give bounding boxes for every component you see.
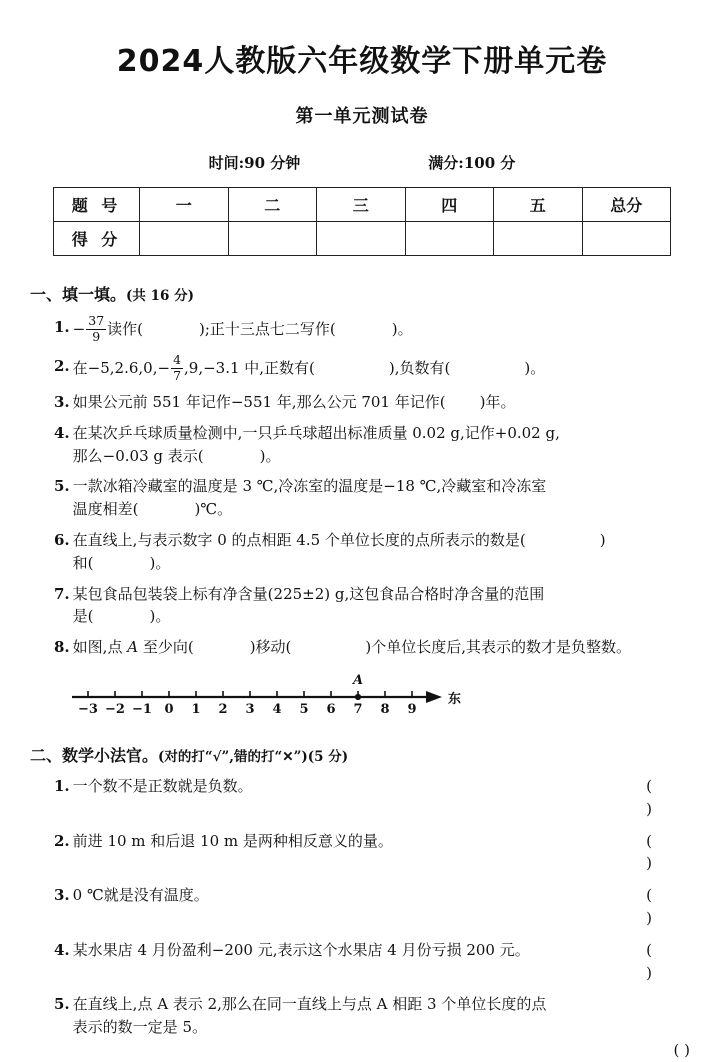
question-number: 2. <box>54 357 70 375</box>
question-number: 5. <box>54 477 70 496</box>
question-text <box>73 993 690 1061</box>
question-1-8 <box>30 636 690 659</box>
q6-line-2: 和( )。 <box>72 553 171 572</box>
q7-line-1: 某包食品包装袋上标有净含量(225±2) g,这包食品合格时净含量的范围 <box>72 584 545 603</box>
number-line-arrow-icon <box>426 691 442 703</box>
q2-lead: 在−5,2.6,0,− <box>72 359 171 377</box>
q6-line-1: 在直线上,与表示数字 0 的点相距 4.5 个单位长度的点所表示的数是( ) <box>72 530 606 549</box>
question-number: 8. <box>54 638 70 657</box>
score-cell-2[interactable] <box>228 222 317 256</box>
question-text: 某水果店 4 月份盈利−200 元,表示这个水果店 4 月份亏损 200 元。 <box>72 940 530 959</box>
number-line-svg <box>54 669 474 717</box>
score-cell-4[interactable] <box>405 222 494 256</box>
question-text <box>73 422 690 468</box>
number-line-tick-labels <box>78 702 417 717</box>
fraction-37-9: $\frac{37}{9}$ <box>88 313 105 344</box>
question-2-4 <box>30 939 690 985</box>
section-2-title: 二、数学小法官。 <box>30 745 159 765</box>
score-table-wrap <box>53 187 671 256</box>
q4-line-2: 那么−0.03 g 表示( )。 <box>72 446 281 465</box>
question-2-1 <box>30 775 690 821</box>
q1-lead: − <box>72 320 86 338</box>
q7-line-2: 是( )。 <box>72 607 171 626</box>
question-2-5 <box>30 993 690 1061</box>
question-1-6 <box>30 529 690 575</box>
question-text <box>72 352 690 383</box>
fraction-4-7: $\frac{4}{7}$ <box>173 352 182 383</box>
question-text <box>73 391 690 414</box>
q2-tail: )。 <box>524 359 546 377</box>
score-cell-3[interactable] <box>317 222 406 256</box>
score-cell-1[interactable] <box>140 222 229 256</box>
question-text <box>72 313 690 344</box>
page-title: 2024人教版六年级数学下册单元卷 <box>116 44 608 79</box>
score-table-col-2: 二 <box>228 188 317 222</box>
question-number: 3. <box>54 886 70 905</box>
tick-label: 6 <box>326 701 336 717</box>
score-table-col-3: 三 <box>317 188 406 222</box>
q1-tail: )。 <box>391 320 413 338</box>
q2-mid2: ),负数有( <box>388 359 451 377</box>
tick-label: 9 <box>407 701 417 717</box>
page-subtitle: 第一单元测试卷 <box>295 106 429 127</box>
q4-line-1: 在某次乒乓球质量检测中,一只乒乓球超出标准质量 0.02 g,记作+0.02 g, <box>72 423 560 442</box>
section-true-false <box>0 743 724 1062</box>
answer-bracket[interactable]: ( ) <box>646 831 674 873</box>
score-table-col-4: 四 <box>405 188 494 222</box>
question-text <box>73 475 690 521</box>
exam-meta <box>0 152 724 173</box>
score-cell-5[interactable] <box>494 222 583 256</box>
score-table-col-5: 五 <box>494 188 583 222</box>
question-text: 一个数不是正数就是负数。 <box>72 776 253 795</box>
tick-label: 1 <box>191 701 201 717</box>
section-1-points: (共 16 分) <box>126 288 194 304</box>
question-1-7 <box>30 583 690 629</box>
section-fill-in-blanks <box>0 282 724 717</box>
question-text <box>73 583 690 629</box>
question-number: 1. <box>54 318 70 336</box>
answer-bracket[interactable]: ( ) <box>646 940 674 982</box>
q8-line-1: 如图,点 A 至少向( )移动( )个单位长度后,其表示的数才是负整数。 <box>72 638 632 657</box>
question-number: 4. <box>54 940 70 959</box>
tick-label: 5 <box>299 701 309 717</box>
question-number: 5. <box>54 995 70 1014</box>
tick-label: 8 <box>380 701 390 717</box>
exam-full-score: 满分:100 分 <box>428 154 516 172</box>
answer-bracket[interactable]: ( ) <box>646 886 674 927</box>
question-text: 前进 10 m 和后退 10 m 是两种相反意义的量。 <box>72 831 393 850</box>
question-1-4 <box>30 422 690 468</box>
question-number: 7. <box>54 584 70 603</box>
point-a-label: A <box>352 672 364 688</box>
table-row-score <box>54 222 671 256</box>
tick-label: 0 <box>164 701 174 717</box>
section-1-heading <box>30 282 690 305</box>
q1-mid: 读作( <box>107 320 144 338</box>
question-1-2 <box>30 352 690 383</box>
q5-line-2: 温度相差( )℃。 <box>72 500 233 519</box>
q2-mid: ,9,−3.1 中,正数有( <box>184 359 315 377</box>
score-table-col-total: 总分 <box>582 188 671 222</box>
question-number: 4. <box>54 423 70 442</box>
q3-tail: )年。 <box>479 393 516 411</box>
question-2-2 <box>30 830 690 876</box>
question-number: 2. <box>54 831 70 850</box>
score-table-rowhead-question: 题 号 <box>54 188 140 222</box>
answer-bracket[interactable]: ( ) <box>646 776 674 818</box>
score-cell-total[interactable] <box>582 222 671 256</box>
section-2-heading <box>30 743 690 766</box>
tick-label: 4 <box>272 701 282 717</box>
question-1-1 <box>30 313 690 344</box>
question-2-3 <box>30 884 690 930</box>
score-table-col-1: 一 <box>140 188 229 222</box>
q25-line-1: 在直线上,点 A 表示 2,那么在同一直线上与点 A 相距 3 个单位长度的点 <box>72 995 547 1014</box>
tick-label: −2 <box>105 701 125 717</box>
number-line-figure <box>30 669 690 717</box>
q25-line-2-text: 表示的数一定是 5。 <box>72 1018 207 1037</box>
tick-label: −3 <box>78 701 98 717</box>
section-2-points: (对的打“√”,错的打“✕”)(5 分) <box>158 748 349 765</box>
question-number: 1. <box>54 776 70 795</box>
score-table-rowhead-score: 得 分 <box>54 222 140 256</box>
direction-label-east: 东 <box>448 691 462 707</box>
exam-time: 时间:90 分钟 <box>208 154 301 172</box>
answer-bracket[interactable]: ( ) <box>673 1040 690 1059</box>
q3-text: 如果公元前 551 年记作−551 年,那么公元 701 年记作( <box>72 393 446 411</box>
question-number: 3. <box>54 393 70 411</box>
question-text <box>73 636 690 659</box>
tick-label: −1 <box>132 701 152 717</box>
tick-label: 7 <box>353 701 363 717</box>
q25-line-2 <box>73 1016 690 1062</box>
section-1-title: 一、填一填。 <box>30 285 127 304</box>
question-number: 6. <box>54 530 70 549</box>
q1-mid2: );正十三点七二写作( <box>199 320 336 338</box>
tick-label: 3 <box>245 701 255 717</box>
question-1-3 <box>30 391 690 414</box>
point-a-marker <box>355 694 361 700</box>
table-row-header <box>54 188 671 222</box>
exam-page <box>0 36 724 1060</box>
question-text <box>73 529 690 575</box>
question-text: 0 ℃就是没有温度。 <box>72 886 209 905</box>
q5-line-1: 一款冰箱冷藏室的温度是 3 ℃,冷冻室的温度是−18 ℃,冷藏室和冷冻室 <box>72 477 547 496</box>
tick-label: 2 <box>218 701 228 717</box>
score-table <box>53 187 671 256</box>
question-1-5 <box>30 475 690 521</box>
